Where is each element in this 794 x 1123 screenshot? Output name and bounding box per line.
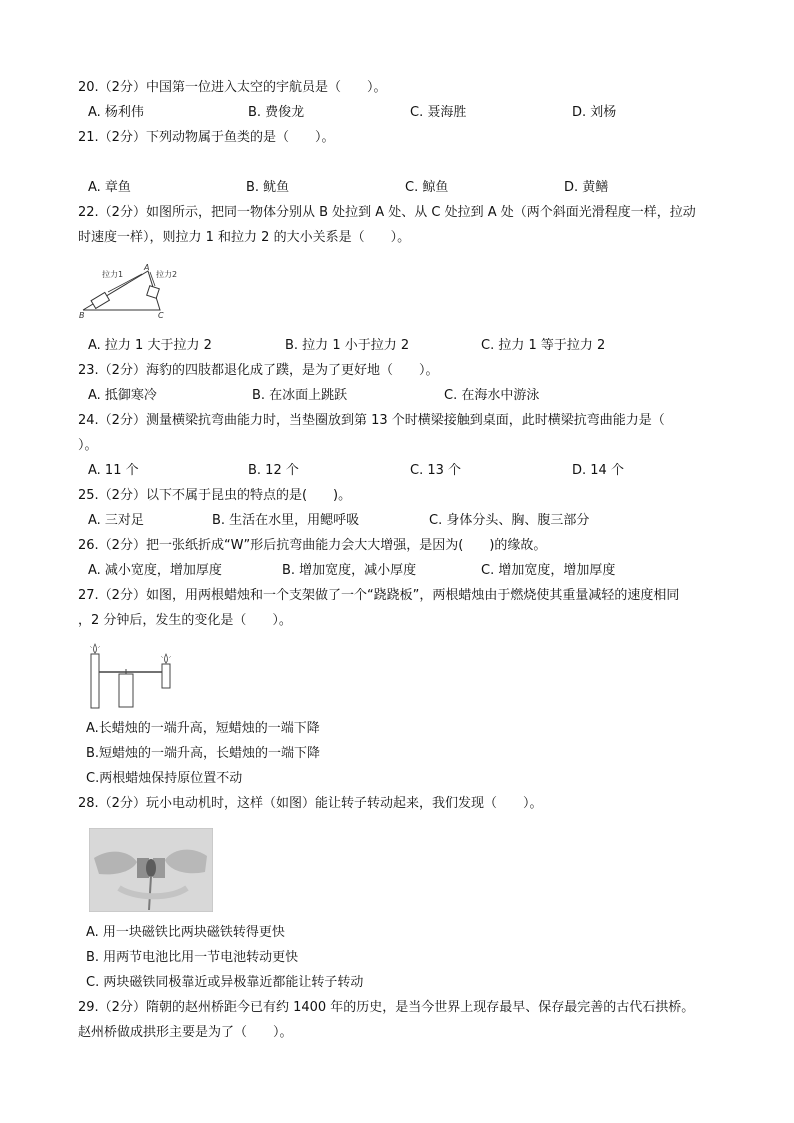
q22-stem-line1: 22.（2分）如图所示，把同一物体分别从 B 处拉到 A 处、从 C 处拉到 A 处（两个斜面光滑程度一样，拉动 xyxy=(78,205,696,220)
candle-long xyxy=(91,654,99,708)
q23-option-c[interactable]: C. 在海水中游泳 xyxy=(444,388,540,403)
q22-option-c[interactable]: C. 拉力 1 等于拉力 2 xyxy=(481,338,606,353)
q26-option-c[interactable]: C. 增加宽度，增加厚度 xyxy=(481,563,616,578)
q21-stem: 21.（2分）下列动物属于鱼类的是（ ）。 xyxy=(78,130,335,145)
motor-photo xyxy=(89,828,213,912)
candle-short xyxy=(162,664,170,688)
incline-figure xyxy=(78,262,198,318)
q26-option-a[interactable]: A. 减小宽度，增加厚度 xyxy=(88,563,222,578)
q21-option-a[interactable]: A. 章鱼 xyxy=(88,180,131,195)
q20-option-b[interactable]: B. 费俊龙 xyxy=(248,105,305,120)
q27-stem-line1: 27.（2分）如图，用两根蜡烛和一个支架做了一个“跷跷板”，两根蜡烛由于燃烧使其重量减轻的速度相同 xyxy=(78,588,680,603)
q25-option-a[interactable]: A. 三对足 xyxy=(88,513,144,528)
q20-option-a[interactable]: A. 杨利伟 xyxy=(88,105,144,120)
fig-label-c: C xyxy=(158,311,164,318)
q23-option-a[interactable]: A. 抵御寒冷 xyxy=(88,388,157,403)
q28-option-b[interactable]: B. 用两节电池比用一节电池转动更快 xyxy=(86,950,299,965)
q25-option-b[interactable]: B. 生活在水里，用鳃呼吸 xyxy=(212,513,360,528)
rotor xyxy=(146,859,156,877)
flame-long xyxy=(94,644,97,653)
q24-stem-line1: 24.（2分）测量横梁抗弯曲能力时，当垫圈放到第 13 个时横梁接触到桌面，此时横梁抗弯曲能力是（ xyxy=(78,413,665,428)
q24-stem-line2: ）。 xyxy=(78,438,98,453)
q28-option-a[interactable]: A. 用一块磁铁比两块磁铁转得更快 xyxy=(86,925,285,940)
candle-seesaw-figure xyxy=(84,642,184,710)
q23-stem: 23.（2分）海豹的四肢都退化成了蹼，是为了更好地（ ）。 xyxy=(78,363,439,378)
q22-option-b[interactable]: B. 拉力 1 小于拉力 2 xyxy=(285,338,410,353)
q21-option-c[interactable]: C. 鲸鱼 xyxy=(405,180,449,195)
q22-stem-line2: 时速度一样），则拉力 1 和拉力 2 的大小关系是（ ）。 xyxy=(78,230,411,245)
fig-label-pull2: 拉力2 xyxy=(156,270,178,279)
q27-stem-line2: ，2 分钟后，发生的变化是（ ）。 xyxy=(78,613,292,628)
q24-option-c[interactable]: C. 13 个 xyxy=(410,463,462,478)
fig-label-b: B xyxy=(79,311,85,318)
fig-label-pull1: 拉力1 xyxy=(102,270,124,279)
q25-stem: 25.（2分）以下不属于昆虫的特点的是( )。 xyxy=(78,488,352,503)
q25-option-c[interactable]: C. 身体分头、胸、腹三部分 xyxy=(429,513,590,528)
q24-option-b[interactable]: B. 12 个 xyxy=(248,463,299,478)
q28-option-c[interactable]: C. 两块磁铁同极靠近或异极靠近都能让转子转动 xyxy=(86,975,364,990)
q20-stem: 20.（2分）中国第一位进入太空的宇航员是（ ）。 xyxy=(78,80,387,95)
q21-option-d[interactable]: D. 黄鳝 xyxy=(564,180,609,195)
q26-option-b[interactable]: B. 增加宽度，减小厚度 xyxy=(282,563,417,578)
fig-label-a: A xyxy=(144,263,150,272)
q29-stem-line2: 赵州桥做成拱形主要是为了（ ）。 xyxy=(78,1025,293,1040)
block-right xyxy=(147,286,160,299)
q24-option-d[interactable]: D. 14 个 xyxy=(572,463,624,478)
q23-option-b[interactable]: B. 在冰面上跳跃 xyxy=(252,388,348,403)
q27-option-b[interactable]: B.短蜡烛的一端升高，长蜡烛的一端下降 xyxy=(86,746,321,761)
q21-option-b[interactable]: B. 鱿鱼 xyxy=(246,180,290,195)
support-stand xyxy=(119,674,133,707)
q24-option-a[interactable]: A. 11 个 xyxy=(88,463,139,478)
flame-short xyxy=(165,654,168,663)
q28-stem: 28.（2分）玩小电动机时，这样（如图）能让转子转动起来，我们发现（ ）。 xyxy=(78,796,543,811)
q29-stem-line1: 29.（2分）隋朝的赵州桥距今已有约 1400 年的历史，是当今世界上现存最早、保存最完善的古代石拱桥。 xyxy=(78,1000,695,1015)
block-left xyxy=(91,292,109,308)
q27-option-a[interactable]: A.长蜡烛的一端升高，短蜡烛的一端下降 xyxy=(86,721,320,736)
q20-option-c[interactable]: C. 聂海胜 xyxy=(410,105,467,120)
q26-stem: 26.（2分）把一张纸折成“W”形后抗弯曲能力会大大增强，是因为( )的缘故。 xyxy=(78,538,547,553)
q27-option-c[interactable]: C.两根蜡烛保持原位置不动 xyxy=(86,771,243,786)
q20-option-d[interactable]: D. 刘杨 xyxy=(572,105,617,120)
q22-option-a[interactable]: A. 拉力 1 大于拉力 2 xyxy=(88,338,212,353)
